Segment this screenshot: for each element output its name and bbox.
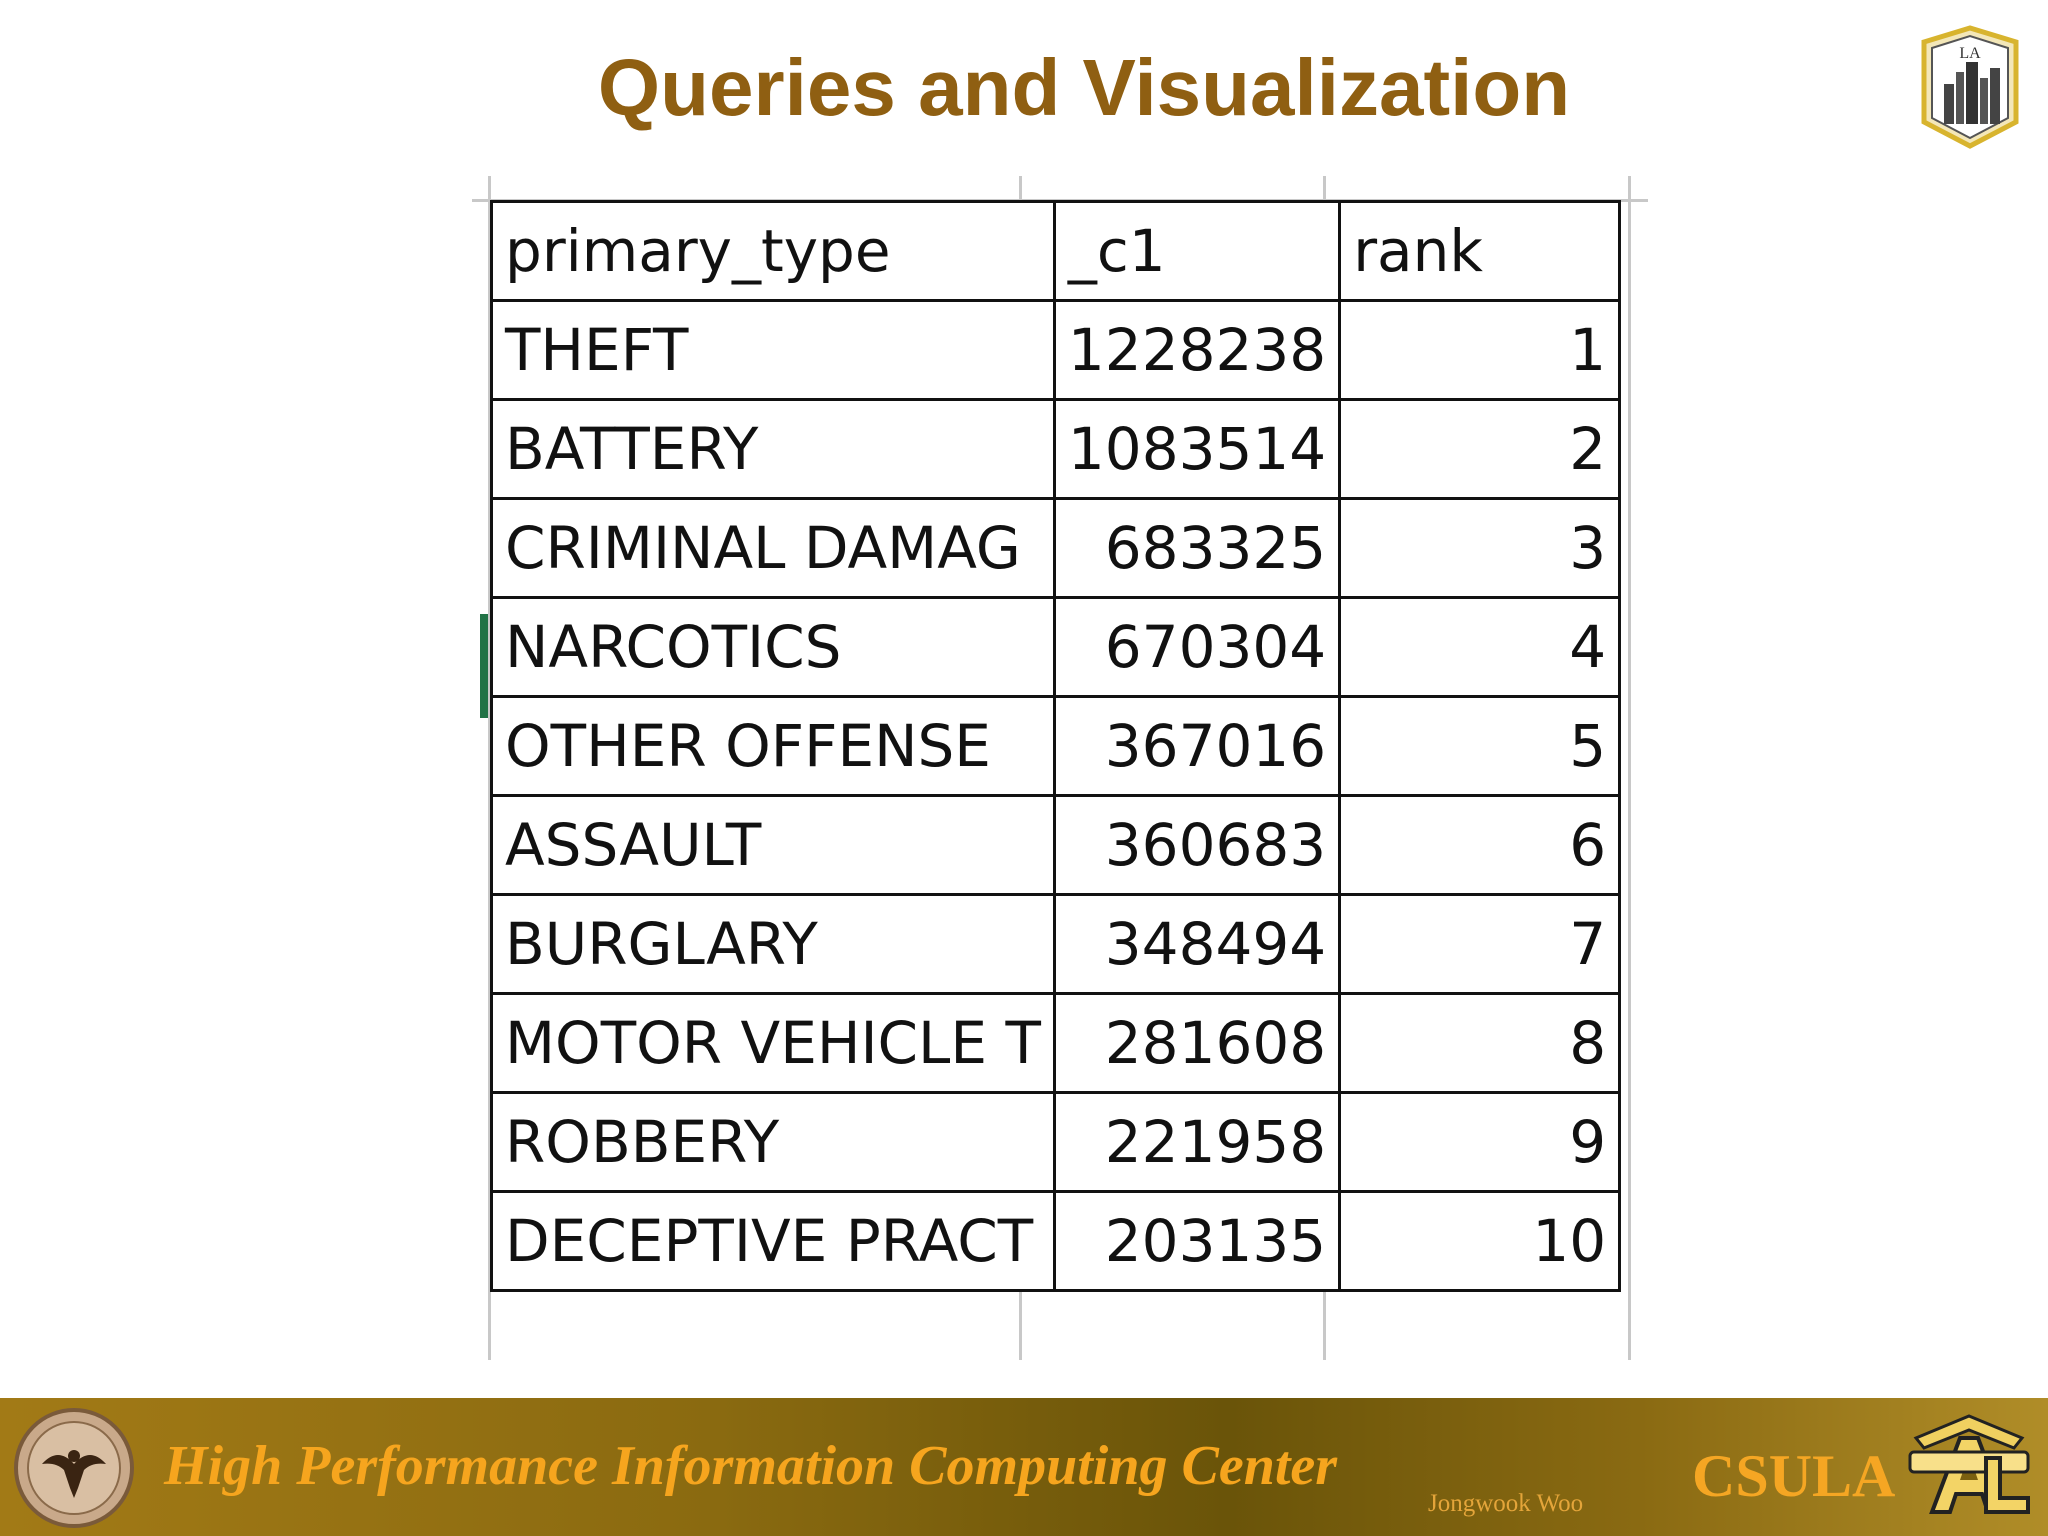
table-row: [492, 1192, 1620, 1291]
cell-rank[interactable]: 1: [1340, 301, 1620, 400]
cell-count[interactable]: 360683: [1054, 796, 1339, 895]
cell-primary-type[interactable]: BURGLARY: [492, 895, 1055, 994]
phoenix-seal-icon: [12, 1406, 136, 1530]
table-row: [492, 400, 1620, 499]
cell-rank[interactable]: 4: [1340, 598, 1620, 697]
cell-count[interactable]: 203135: [1054, 1192, 1339, 1291]
cell-primary-type[interactable]: CRIMINAL DAMAG: [492, 499, 1055, 598]
footer-bar: [0, 1398, 2048, 1536]
cell-rank[interactable]: 9: [1340, 1093, 1620, 1192]
table-header-row: [492, 202, 1620, 301]
cell-count[interactable]: 221958: [1054, 1093, 1339, 1192]
cell-primary-type[interactable]: NARCOTICS: [492, 598, 1055, 697]
cell-primary-type[interactable]: THEFT: [492, 301, 1055, 400]
footer-author: Jongwook Woo: [1428, 1490, 1584, 1517]
cell-count[interactable]: 670304: [1054, 598, 1339, 697]
cell-primary-type[interactable]: DECEPTIVE PRACT: [492, 1192, 1055, 1291]
table-row: [492, 994, 1620, 1093]
cell-rank[interactable]: 3: [1340, 499, 1620, 598]
cal-state-la-emblem-icon: [1896, 1408, 2042, 1530]
footer-brand: CSULA: [1692, 1443, 1896, 1509]
cell-rank[interactable]: 10: [1340, 1192, 1620, 1291]
cell-primary-type[interactable]: ASSAULT: [492, 796, 1055, 895]
cell-rank[interactable]: 5: [1340, 697, 1620, 796]
table-row: [492, 1093, 1620, 1192]
cell-count[interactable]: 1228238: [1054, 301, 1339, 400]
svg-text:LA: LA: [1959, 45, 1981, 62]
cell-primary-type[interactable]: BATTERY: [492, 400, 1055, 499]
table-row: [492, 796, 1620, 895]
cal-state-la-building-logo-icon: [1916, 22, 2024, 152]
column-header-c1[interactable]: _c1: [1054, 202, 1339, 301]
slide-title: Queries and Visualization: [597, 43, 1571, 132]
cell-rank[interactable]: 2: [1340, 400, 1620, 499]
cell-count[interactable]: 683325: [1054, 499, 1339, 598]
cell-primary-type[interactable]: MOTOR VEHICLE T: [492, 994, 1055, 1093]
column-header-rank[interactable]: rank: [1340, 202, 1620, 301]
table-row: [492, 301, 1620, 400]
cell-rank[interactable]: 6: [1340, 796, 1620, 895]
row-selection-indicator: [480, 614, 488, 718]
table-row-selected: [492, 598, 1620, 697]
cell-count[interactable]: 1083514: [1054, 400, 1339, 499]
cell-count[interactable]: 348494: [1054, 895, 1339, 994]
table-row: [492, 895, 1620, 994]
spreadsheet-region: [480, 186, 1640, 1350]
column-header-primary-type[interactable]: primary_type: [492, 202, 1055, 301]
table-row: [492, 697, 1620, 796]
cell-count[interactable]: 281608: [1054, 994, 1339, 1093]
table-row: [492, 499, 1620, 598]
cell-primary-type[interactable]: OTHER OFFENSE: [492, 697, 1055, 796]
query-result-table: [490, 200, 1621, 1292]
footer-title: High Performance Information Computing Center: [164, 1435, 1338, 1497]
cell-primary-type[interactable]: ROBBERY: [492, 1093, 1055, 1192]
cell-rank[interactable]: 8: [1340, 994, 1620, 1093]
cell-count[interactable]: 367016: [1054, 697, 1339, 796]
cell-rank[interactable]: 7: [1340, 895, 1620, 994]
